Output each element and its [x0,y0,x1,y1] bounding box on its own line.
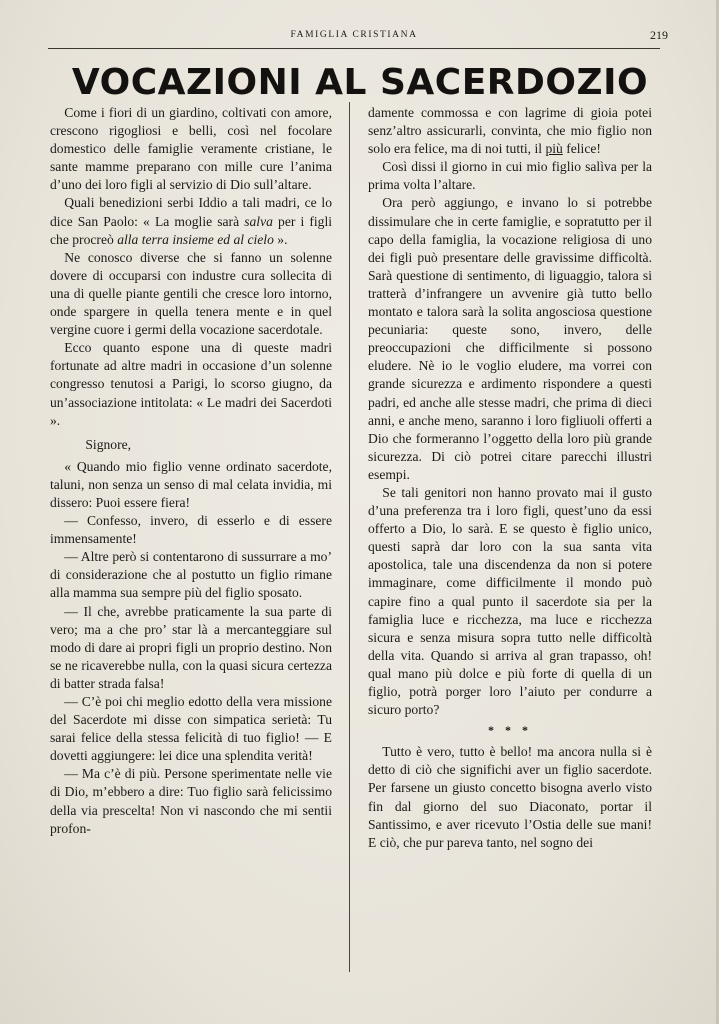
paragraph: — Ma c’è di più. Persone sperimentate nelle vie di Dio, m’ebbero a dire: Tuo figlio sarà felicissimo della via prescelta! Non vi nascondo che mi sentii profon- [50,766,332,836]
paragraph: — Altre però si contentarono di sussurrare a mo’ di considerazione che al postutto un figlio rimane alla mamma sua sempre più del figlio sposato. [50,549,332,601]
paragraph: Così dissi il giorno in cui mio figlio salìva per la prima volta l’altare. [368,159,652,193]
paragraph: — C’è poi chi meglio edotto della vera missione del Sacerdote mi disse con simpatica serietà: Tu sarai felice della stessa felicità di tuo figlio! — E dovetti aggiungere: lei dice una splendita verità! [50,694,332,764]
header-rule [48,48,660,49]
running-header [48,26,668,46]
magazine-name: FAMIGLIA CRISTIANA [290,30,418,40]
paragraph: Come i fiori di un giardino, coltivati con amore, crescono rigogliosi e belli, così nel focolare domestico delle famiglie veramente cristiane, le sante mamme preparano con mille cure l’anima d’uno dei loro figli al servizio di Dio sull’altare. [50,105,332,193]
paragraph: — Confesso, invero, di esserlo e di essere immensamente! [50,513,332,547]
paragraph: Ora però aggiungo, e invano lo si potrebbe dissimulare che in certe famiglie, e sopratutto per il capo della famiglia, la vocazione religiosa di uno dei figli può presentare delle gravissime difficoltà. Sarà questione di sentimento, di liguaggio, talora si tratterà d’infrangere un avvenire già tutto bello montato e talora sarà la solita angosciosa questione pecuniaria: queste sono, invero, delle preoccupazioni che difficilmente si possono eludere. Nè io le voglio eludere, ma vorrei con grande sicurezza e ardimento rispondere a questi padri, ed anche alle stesse madri, che prima di dieci anni, e anche meno, saranno i loro figliuoli offerti a Dio che formeranno l’oggetto della loro più grande sicurezza. Di ciò potrei citare parecchi illustri esempi. [368,195,652,482]
page-number: 219 [650,28,668,42]
right-column [368,104,652,852]
paragraph: Se tali genitori non hanno provato mai il gusto d’una preferenza tra i loro figli, quest’uno da essi offerto a Dio, lo sarà. E se questo è figlio unico, questi saprà dar loro con la sua santa vita apostolica, tale una discendenza da non si potere immaginare, come difficilmente il mondo può capire fino a qual punto il sacerdote sia per la famiglia luce e ricchezza, ma luce e ricchezza sicura e senza misura sopra tutto nelle difficoltà della vita. Quando si arriva al gran trapasso, oh! qual mano più dolce e più forte di quella di un figlio, potrà porger loro l’aiuto per condurre a sicuro porto? [368,484,652,718]
article-title: VOCAZIONI AL SACERDOZIO [71,62,649,103]
paragraph: Tutto è vero, tutto è bello! ma ancora nulla si è detto di ciò che significhi aver un figlio sacerdote. Per farsene un giusto concetto bisogna averlo visto fin dal giorno del suo Diaconato, portar il Santissimo, e aver ricevuto l’Ostia delle sue mani! E ciò, che pur pareva tanto, nel sogno dei [368,744,652,850]
paragraph: Quali benedizioni serbi Iddio a tali madri, ce lo dice San Paolo: « La moglie sarà salva per i figli che procreò alla terra insieme ed al cielo ». [50,195,332,247]
paragraph: Ecco quanto espone una di queste madri fortunate ad altre madri in occasione d’un solenne congresso tenutosi a Parigi, lo scorso giugno, da un’associazione intitolata: « Le madri dei Sacerdoti ». [50,340,332,428]
paragraph: — Il che, avrebbe praticamente la sua parte di vero; ma a che pro’ star là a mercanteggiare sul modo di dare ai propri figli un proprio destino. Non se ne ricaverebbe nulla, con la quasi sicura certezza di batter strada falsa! [50,603,332,691]
left-column [50,104,332,838]
paragraph: « Quando mio figlio venne ordinato sacerdote, taluni, non senza un senso di mal celata invidia, mi dissero: Puoi essere fiera! [50,458,332,510]
column-divider [349,102,350,972]
paragraph: Signore, [85,436,132,452]
paragraph: damente commossa e con lagrime di gioia potei senz’altro assicurarli, convinta, che mio figlio non solo era felice, ma di noi tutti, il più felice! [368,105,652,157]
paragraph: Ne conosco diverse che si fanno un solenne dovere di occuparsi con industre cura sollecita di una di quelle piante gentili che cresce loro intorno, onde spargere in quella tenera mente e in quel vergine cuore i germi della vocazione sacerdotale. [50,249,332,338]
section-separator: * * * [488,723,532,738]
